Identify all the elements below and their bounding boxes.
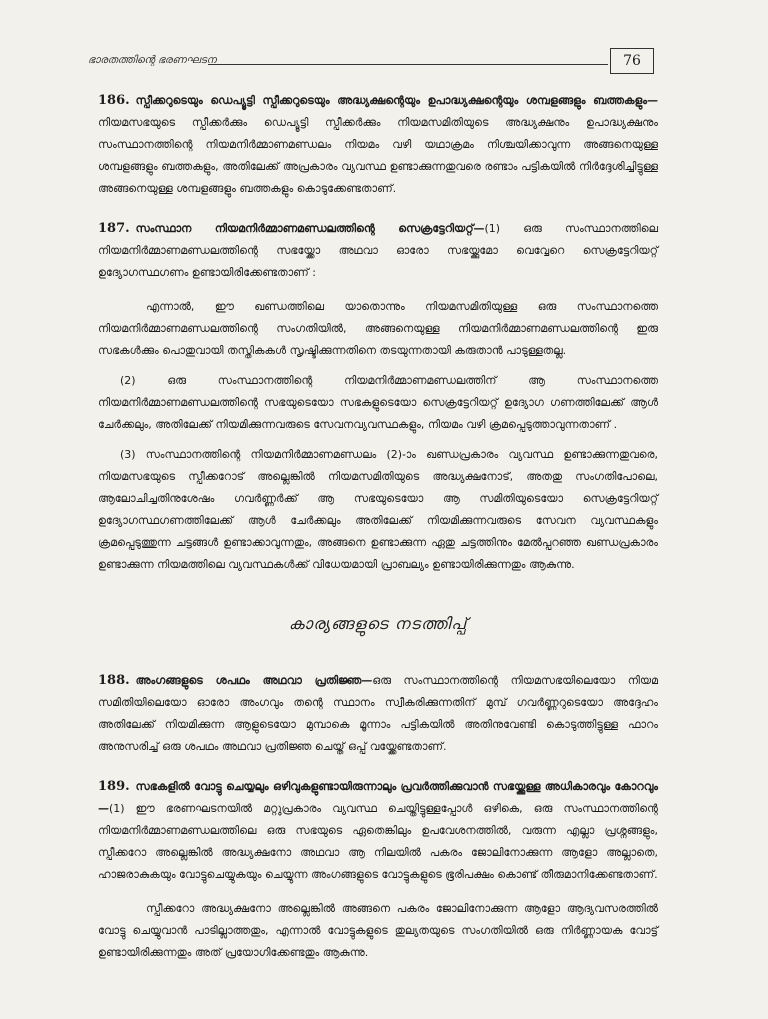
article-188 xyxy=(98,670,658,758)
page-header xyxy=(88,44,656,78)
article-number: 186. xyxy=(98,93,130,108)
proviso-189: സ്പീക്കറോ അദ്ധ്യക്ഷനോ അല്ലെങ്കിൽ അങ്ങനെ പകരം ജോലിനോക്കുന്ന ആളോ ആദ്യവസരത്തിൽ വോട്ടു ചെയ്യുവാൻ പാടില്ലാത്തതും, എന്നാൽ വോട്ടുകളുടെ തുല്യതയുടെ സംഗതിയിൽ ഒരു നിർണ്ണായക വോട്ട് ഉണ്ടായിരിക്കുന്നതും അത് പ്രയോഗിക്കേണ്ടതും ആകുന്നു. xyxy=(98,902,658,959)
article-text: ഒരു സംസ്ഥാനത്തിന്റെ നിയമസഭയിലെയോ നിയമ സമിതിയിലെയോ ഓരോ അംഗവും തന്റെ സ്ഥാനം സ്വീകരിക്കുന്നതിന് മുമ്പ് ഗവർണ്ണറുടെയോ അദ്ദേഹം അതിലേക്ക് നിയമിക്കുന്ന ആളുടെയോ മുമ്പാകെ മൂന്നാം പട്ടികയിൽ അതിനുവേണ്ടി കൊടുത്തിട്ടുള്ള ഫാറം അനുസരിച്ച് ഒരു ശപഥം അഥവാ പ്രതിജ്ഞ ചെയ്ത് ഒപ്പ് വയ്ക്കേണ്ടതാണ്. xyxy=(98,674,658,753)
article-189 xyxy=(98,776,658,886)
page-number: 76 xyxy=(610,48,654,74)
clause-187-3: (3) സംസ്ഥാനത്തിന്റെ നിയമനിർമ്മാണമണ്ഡലം (2)-ാം ഖണ്ഡപ്രകാരം വ്യവസ്ഥ ഉണ്ടാക്കുന്നതുവരെ, നിയമസഭയുടെ സ്പീക്കറോട് അല്ലെങ്കിൽ നിയമസമിതിയുടെ അദ്ധ്യക്ഷനോട്, അതതു സംഗതിപോലെ, ആലോചിച്ചതിനുശേഷം ഗവർണ്ണർക്ക് ആ സഭയുടെയോ ആ സമിതിയുടെയോ സെക്രട്ടേറിയറ്റ് ഉദ്യോഗസ്ഥഗണത്തിലേക്ക് ആൾ ചേർക്കലും അതിലേക്ക് നിയമിക്കുന്നവരുടെ സേവന വ്യവസ്ഥകളും ക്രമപ്പെടുത്തുന്ന ചട്ടങ്ങൾ ഉണ്ടാക്കാവുന്നതും, അങ്ങനെ ഉണ്ടാക്കുന്ന ഏതു ചട്ടത്തിനും മേൽപ്പറഞ്ഞ ഖണ്ഡപ്രകാരം ഉണ്ടാക്കുന്ന നിയമത്തിലെ വ്യവസ്ഥകൾക്ക് വിധേയമായി പ്രാബല്യം ഉണ്ടായിരിക്കുന്നതും ആകുന്നു. xyxy=(98,448,658,571)
running-title: ഭാരതത്തിന്റെ ഭരണഘടന xyxy=(88,54,217,66)
page-body xyxy=(98,90,658,964)
chapter-title: കാര്യങ്ങളുടെ നടത്തിപ്പ് xyxy=(288,614,468,633)
article-heading: സ്പീക്കറുടെയും ഡെപ്യൂട്ടി സ്പീക്കറുടെയും അദ്ധ്യക്ഷന്റെയും ഉപാദ്ധ്യക്ഷന്റെയും ശമ്പളങ്ങളും ബത്തകളും— xyxy=(135,94,658,107)
article-number: 188. xyxy=(98,673,130,688)
article-186 xyxy=(98,90,658,200)
article-187 xyxy=(98,218,658,284)
article-text: നിയമസഭയുടെ സ്പീക്കർക്കും ഡെപ്യൂട്ടി സ്പീക്കർക്കും നിയമസമിതിയുടെ അദ്ധ്യക്ഷനും ഉപാദ്ധ്യക്ഷനും സംസ്ഥാനത്തിന്റെ നിയമനിർമ്മാണമണ്ഡലം നിയമം വഴി യഥാക്രമം നിശ്ചയിക്കാവുന്ന അങ്ങനെയുള്ള ശമ്പളങ്ങളും ബത്തകളും, അതിലേക്ക് അപ്രകാരം വ്യവസ്ഥ ഉണ്ടാക്കുന്നതുവരെ രണ്ടാം പട്ടികയിൽ നിർദ്ദേശിച്ചിട്ടുള്ള അങ്ങനെയുള്ള ശമ്പളങ്ങളും ബത്തകളും കൊടുക്കേണ്ടതാണ്. xyxy=(98,116,658,195)
article-text: (1) ഈ ഭരണഘടനയിൽ മറ്റുപ്രകാരം വ്യവസ്ഥ ചെയ്തിട്ടുള്ളപ്പോൾ ഒഴികെ, ഒരു സംസ്ഥാനത്തിന്റെ നിയമനിർമ്മാണമണ്ഡലത്തിലെ ഒരു സഭയുടെ ഏതെങ്കിലും ഉപവേശനത്തിൽ, വരുന്ന എല്ലാ പ്രശ്നങ്ങളും, സ്പീക്കറോ അല്ലെങ്കിൽ അദ്ധ്യക്ഷനോ അഥവാ ആ നിലയിൽ പകരം ജോലിനോക്കുന്ന ആളോ അല്ലാതെ, ഹാജരാകുകയും വോട്ടുചെയ്യുകയും ചെയ്യുന്ന അംഗങ്ങളുടെ വോട്ടുകളുടെ ഭൂരിപക്ഷം കൊണ്ട് തീരുമാനിക്കേണ്ടതാണ്. xyxy=(98,802,658,881)
clause-187-2: (2) ഒരു സംസ്ഥാനത്തിന്റെ നിയമനിർമ്മാണമണ്ഡലത്തിന് ആ സംസ്ഥാനത്തെ നിയമനിർമ്മാണമണ്ഡലത്തിന്റെ സഭയുടെയോ സഭകളുടെയോ സെക്രട്ടേറിയറ്റ് ഉദ്യോഗ ഗണത്തിലേക്ക് ആൾ ചേർക്കലും, അതിലേക്ക് നിയമിക്കുന്നവരുടെ സേവനവ്യവസ്ഥകളും, നിയമം വഴി ക്രമപ്പെടുത്താവുന്നതാണ് . xyxy=(98,374,658,431)
article-text: (1) ഒരു സംസ്ഥാനത്തിലെ നിയമനിർമ്മാണമണ്ഡലത്തിന്റെ സഭയ്ക്കോ അഥവാ ഓരോ സഭയ്ക്കുമോ വെവ്വേറെ സെക്രട്ടേറിയറ്റ് ഉദ്യോഗസ്ഥഗണം ഉണ്ടായിരിക്കേണ്ടതാണ് : xyxy=(98,222,658,279)
proviso-187: എന്നാൽ, ഈ ഖണ്ഡത്തിലെ യാതൊന്നും നിയമസമിതിയുള്ള ഒരു സംസ്ഥാനത്തെ നിയമനിർമ്മാണമണ്ഡലത്തിന്റെ സംഗതിയിൽ, അങ്ങനെയുള്ള നിയമനിർമ്മാണമണ്ഡലത്തിന്റെ ഇരു സഭകൾക്കും പൊതുവായി തസ്തികകൾ സൃഷ്ടിക്കുന്നതിനെ തടയുന്നതായി കരുതാൻ പാടുള്ളതല്ല. xyxy=(98,300,658,357)
article-number: 187. xyxy=(98,221,130,236)
article-heading: സഭകളിൽ വോട്ടു ചെയ്യലും ഒഴിവുകളുണ്ടായിരുന്നാലും പ്രവർത്തിക്കുവാൻ സഭയ്ക്കുള്ള അധികാരവും കോറവും— xyxy=(98,780,658,815)
header-rule xyxy=(208,64,608,65)
article-heading: സംസ്ഥാന നിയമനിർമ്മാണമണ്ഡലത്തിന്റെ സെക്രട്ടേറിയറ്റ്— xyxy=(135,222,485,235)
article-heading: അംഗങ്ങളുടെ ശപഥം അഥവാ പ്രതിജ്ഞ— xyxy=(135,674,373,687)
article-number: 189. xyxy=(98,779,130,794)
